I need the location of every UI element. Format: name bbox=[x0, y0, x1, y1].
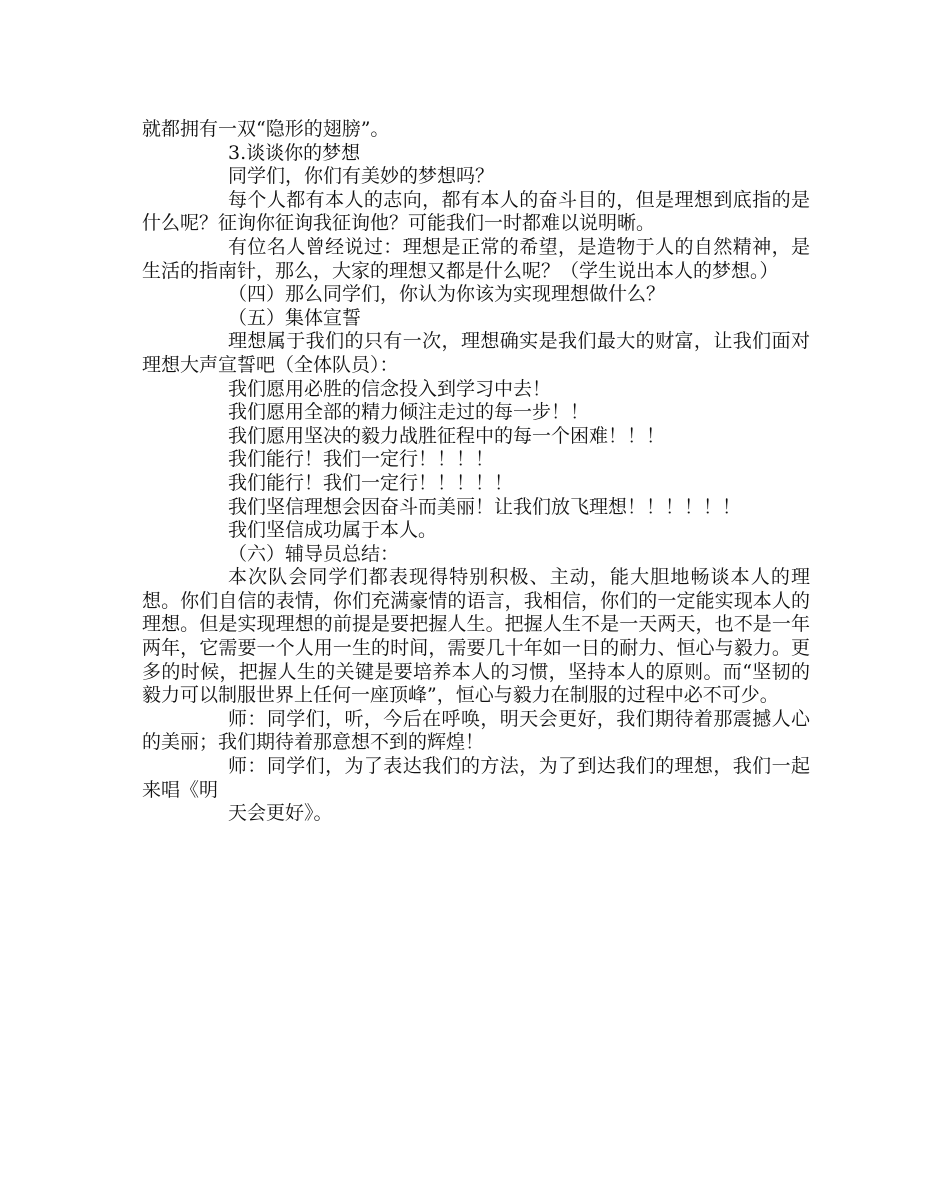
oath-line: 我们愿用全部的精力倾注走过的每一步！！ bbox=[228, 401, 590, 424]
document-body bbox=[142, 118, 810, 826]
paragraph: 同学们，你们有美妙的梦想吗？ bbox=[228, 165, 495, 188]
oath-line: 我们坚信成功属于本人。 bbox=[228, 519, 438, 542]
paragraph-summary: 本次队会同学们都表现得特别积极、主动，能大胆地畅谈本人的理想。你们自信的表情，你们充满豪情的语言，我相信，你们的一定能实现本人的理想。但是实现理想的前提是要把握人生。把握人生不是一天两天，也不是一年两年，它需要一个人用一生的时间，需要几十年如一日的耐力、恒心与毅力。更多的时候，把握人生的关键是要培养本人的习惯，坚持本人的原则。而“坚韧的毅力可以制服世界上任何一座顶峰”，恒心与毅力在制服的过程中必不可少。 bbox=[142, 566, 810, 707]
oath-line: 我们愿用必胜的信念投入到学习中去！ bbox=[228, 377, 552, 400]
paragraph: 每个人都有本人的志向，都有本人的奋斗目的，但是理想到底指的是什么呢？征询你征询我征询他？可能我们一时都难以说明晰。 bbox=[142, 188, 810, 235]
section-heading-six: （六）辅导员总结： bbox=[228, 542, 400, 565]
section-heading-five: （五）集体宣誓 bbox=[228, 306, 362, 329]
oath-line: 我们能行！我们一定行！！！！！ bbox=[228, 471, 514, 494]
paragraph: 有位名人曾经说过：理想是正常的希望，是造物于人的自然精神，是生活的指南针，那么，大家的理想又都是什么呢？（学生说出本人的梦想。） bbox=[142, 235, 810, 282]
paragraph-teacher: 师：同学们，听，今后在呼唤，明天会更好，我们期待着那震撼人心的美丽；我们期待着那意想不到的辉煌！ bbox=[142, 707, 810, 754]
paragraph: 理想属于我们的只有一次，理想确实是我们最大的财富，让我们面对理想大声宣誓吧（全体队员）： bbox=[142, 330, 810, 376]
oath-line: 我们愿用坚决的毅力战胜征程中的每一个困难！！！ bbox=[228, 424, 666, 447]
paragraph-teacher: 师：同学们，为了表达我们的方法，为了到达我们的理想，我们一起来唱《明 bbox=[142, 755, 810, 801]
paragraph-closing: 天会更好》。 bbox=[228, 802, 333, 825]
oath-line: 我们坚信理想会因奋斗而美丽！让我们放飞理想！！！！！！ bbox=[228, 495, 742, 518]
oath-line: 我们能行！我们一定行！！！！ bbox=[228, 448, 495, 471]
section-heading-dream: 3.谈谈你的梦想 bbox=[228, 141, 361, 164]
section-heading-four: （四）那么同学们，你认为你该为实现理想做什么？ bbox=[228, 283, 666, 306]
paragraph-continuation: 就都拥有一双“隐形的翅膀”。 bbox=[142, 118, 390, 140]
